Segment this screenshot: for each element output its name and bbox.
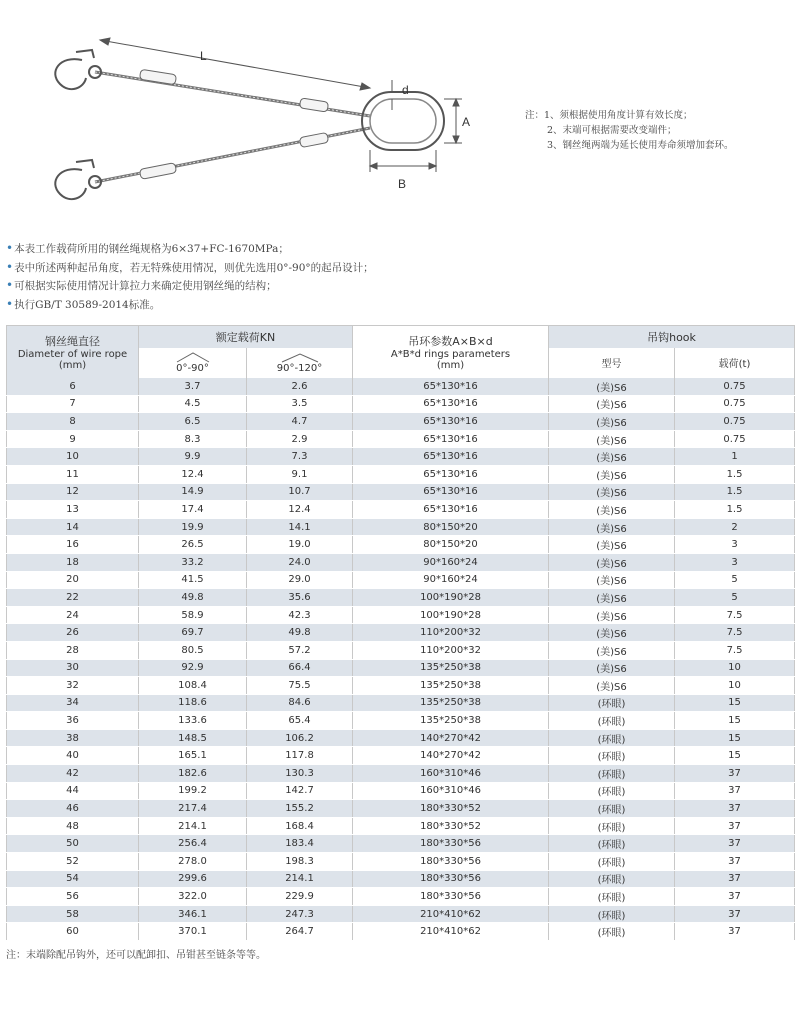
cell-diameter: 44 [7,782,139,800]
cell-diameter: 13 [7,501,139,519]
cell-load-0-90: 278.0 [139,853,247,871]
cell-hook-model: (美)S6 [549,413,675,431]
cell-hook-model: (环眼) [549,905,675,923]
cell-ring-params: 210*410*62 [353,905,549,923]
ring-params-header: 吊环参数A×B×d A*B*d rings parameters (mm) [353,326,549,378]
rated-load-header: 额定载荷KN [139,326,353,348]
cell-diameter: 50 [7,835,139,853]
cell-load-90-120: 117.8 [247,747,353,765]
lower-hook [55,160,101,199]
cell-hook-model: (美)S6 [549,448,675,466]
cell-load-90-120: 84.6 [247,694,353,712]
cell-ring-params: 65*130*16 [353,413,549,431]
diagram-note: 2、末端可根据需要改变端件； [547,125,677,136]
cell-diameter: 40 [7,747,139,765]
cell-hook-load: 1.5 [675,483,795,501]
cell-hook-load: 15 [675,712,795,730]
cell-load-0-90: 148.5 [139,729,247,747]
cell-ring-params: 110*200*32 [353,624,549,642]
table-row [7,905,795,923]
cell-diameter: 9 [7,430,139,448]
cell-load-0-90: 182.6 [139,765,247,783]
cell-load-0-90: 346.1 [139,905,247,923]
cell-load-0-90: 9.9 [139,448,247,466]
table-row [7,378,795,396]
cell-load-0-90: 217.4 [139,800,247,818]
cell-load-90-120: 35.6 [247,589,353,607]
table-row [7,483,795,501]
angle-0-90-header: 0°-90° [139,348,247,378]
table-row [7,659,795,677]
table-row [7,430,795,448]
cell-hook-model: (环眼) [549,870,675,888]
cell-hook-load: 0.75 [675,378,795,396]
cell-diameter: 24 [7,606,139,624]
cell-load-90-120: 7.3 [247,448,353,466]
cell-hook-model: (环眼) [549,694,675,712]
cell-load-0-90: 17.4 [139,501,247,519]
cell-load-0-90: 108.4 [139,677,247,695]
cell-diameter: 42 [7,765,139,783]
cell-load-90-120: 198.3 [247,853,353,871]
bullet-item: •表中所述两种起吊角度，若无特殊使用情况，则优先选用0°-90°的起吊设计； [6,259,374,274]
cell-hook-model: (美)S6 [549,483,675,501]
table-row [7,536,795,554]
thickness-label: d [402,83,409,97]
cell-load-90-120: 75.5 [247,677,353,695]
table-row [7,765,795,783]
cell-diameter: 56 [7,888,139,906]
cell-load-90-120: 14.1 [247,518,353,536]
cell-load-0-90: 41.5 [139,571,247,589]
angle-icon [173,351,213,363]
table-row [7,817,795,835]
cell-ring-params: 65*130*16 [353,378,549,396]
table-row [7,747,795,765]
cell-hook-model: (环眼) [549,729,675,747]
cell-ring-params: 80*150*20 [353,536,549,554]
cell-hook-model: (美)S6 [549,536,675,554]
cell-diameter: 60 [7,923,139,941]
cell-load-90-120: 183.4 [247,835,353,853]
cell-diameter: 32 [7,677,139,695]
cell-diameter: 22 [7,589,139,607]
cell-hook-load: 0.75 [675,395,795,413]
diagram-note: 3、钢丝绳两端为延长使用寿命须增加套环。 [547,140,734,151]
table-row [7,641,795,659]
cell-load-90-120: 65.4 [247,712,353,730]
cell-load-90-120: 10.7 [247,483,353,501]
cell-hook-model: (美)S6 [549,624,675,642]
cell-hook-model: (美)S6 [549,589,675,607]
table-row [7,606,795,624]
cell-load-0-90: 80.5 [139,641,247,659]
cell-load-90-120: 57.2 [247,641,353,659]
cell-hook-load: 7.5 [675,641,795,659]
table-body [7,378,795,941]
cell-ring-params: 180*330*56 [353,853,549,871]
cell-ring-params: 180*330*52 [353,817,549,835]
cell-hook-model: (美)S6 [549,606,675,624]
cell-load-90-120: 142.7 [247,782,353,800]
cell-diameter: 38 [7,729,139,747]
table-row [7,677,795,695]
cell-ring-params: 210*410*62 [353,923,549,941]
angle-90-120-header: 90°-120° [247,348,353,378]
master-ring [362,92,444,150]
cell-load-90-120: 2.6 [247,378,353,396]
cell-hook-model: (美)S6 [549,430,675,448]
cell-hook-load: 37 [675,835,795,853]
table-row [7,553,795,571]
cell-load-0-90: 214.1 [139,817,247,835]
cell-ring-params: 80*150*20 [353,518,549,536]
cell-diameter: 28 [7,641,139,659]
cell-load-0-90: 165.1 [139,747,247,765]
cell-load-90-120: 214.1 [247,870,353,888]
diagram-note: 注：1、须根据使用角度计算有效长度； [525,110,693,121]
table-row [7,448,795,466]
cell-ring-params: 140*270*42 [353,747,549,765]
cell-ring-params: 135*250*38 [353,712,549,730]
cell-diameter: 12 [7,483,139,501]
cell-load-90-120: 29.0 [247,571,353,589]
cell-hook-model: (环眼) [549,923,675,941]
cell-ring-params: 180*330*56 [353,888,549,906]
cell-ring-params: 140*270*42 [353,729,549,747]
cell-load-90-120: 168.4 [247,817,353,835]
cell-ring-params: 180*330*56 [353,835,549,853]
cell-diameter: 11 [7,465,139,483]
cell-hook-load: 37 [675,765,795,783]
cell-ring-params: 180*330*56 [353,870,549,888]
cell-hook-load: 37 [675,870,795,888]
cell-load-0-90: 3.7 [139,378,247,396]
cell-load-90-120: 106.2 [247,729,353,747]
cell-hook-model: (美)S6 [549,553,675,571]
cell-hook-model: (环眼) [549,782,675,800]
cell-diameter: 10 [7,448,139,466]
table-row [7,501,795,519]
cell-load-90-120: 12.4 [247,501,353,519]
cell-load-90-120: 155.2 [247,800,353,818]
cell-load-90-120: 9.1 [247,465,353,483]
table-row [7,465,795,483]
cell-load-0-90: 49.8 [139,589,247,607]
table-row [7,782,795,800]
cell-hook-load: 37 [675,853,795,871]
bullet-item: •可根据实际使用情况计算拉力来确定使用钢丝绳的结构； [6,278,277,292]
upper-rope [95,69,370,116]
spec-bullets [6,240,786,314]
cell-diameter: 36 [7,712,139,730]
cell-diameter: 8 [7,413,139,431]
cell-hook-load: 1 [675,448,795,466]
cell-hook-load: 7.5 [675,624,795,642]
cell-hook-model: (美)S6 [549,641,675,659]
table-row [7,800,795,818]
footnote: 注：末端除配吊钩外，还可以配卸扣、吊钳甚至链条等等。 [6,950,266,961]
cell-load-0-90: 118.6 [139,694,247,712]
bullet-dot-icon: • [6,278,14,292]
cell-diameter: 54 [7,870,139,888]
table-row [7,853,795,871]
cell-diameter: 16 [7,536,139,554]
wire-rope-spec-table [6,325,795,941]
cell-hook-load: 0.75 [675,413,795,431]
table-row [7,413,795,431]
cell-load-0-90: 370.1 [139,923,247,941]
cell-hook-load: 10 [675,677,795,695]
cell-hook-load: 15 [675,694,795,712]
cell-hook-model: (美)S6 [549,395,675,413]
table-row [7,571,795,589]
cell-load-0-90: 6.5 [139,413,247,431]
height-dimension [444,99,470,143]
cell-ring-params: 110*200*32 [353,641,549,659]
diameter-header: 钢丝绳直径 Diameter of wire rope (mm) [7,326,139,378]
cell-hook-model: (环眼) [549,888,675,906]
cell-hook-model: (美)S6 [549,378,675,396]
cell-diameter: 7 [7,395,139,413]
cell-hook-load: 37 [675,817,795,835]
cell-hook-model: (美)S6 [549,659,675,677]
cell-ring-params: 135*250*38 [353,694,549,712]
cell-hook-model: (环眼) [549,800,675,818]
cell-hook-load: 10 [675,659,795,677]
cell-ring-params: 135*250*38 [353,659,549,677]
cell-hook-load: 5 [675,589,795,607]
cell-load-0-90: 299.6 [139,870,247,888]
cell-diameter: 46 [7,800,139,818]
cell-hook-model: (美)S6 [549,677,675,695]
bullet-dot-icon: • [6,241,14,255]
cell-load-0-90: 92.9 [139,659,247,677]
cell-load-90-120: 3.5 [247,395,353,413]
height-label: A [462,115,471,129]
length-dimension [100,38,370,90]
cell-load-0-90: 133.6 [139,712,247,730]
cell-load-0-90: 8.3 [139,430,247,448]
cell-load-0-90: 14.9 [139,483,247,501]
cell-load-0-90: 33.2 [139,553,247,571]
cell-ring-params: 90*160*24 [353,571,549,589]
cell-hook-model: (美)S6 [549,518,675,536]
cell-load-90-120: 24.0 [247,553,353,571]
cell-hook-load: 37 [675,800,795,818]
cell-ring-params: 90*160*24 [353,553,549,571]
table-row [7,835,795,853]
table-row [7,729,795,747]
cell-load-90-120: 49.8 [247,624,353,642]
table-row [7,923,795,941]
table-row [7,870,795,888]
cell-load-90-120: 229.9 [247,888,353,906]
cell-hook-load: 0.75 [675,430,795,448]
table-row [7,624,795,642]
angle-icon [280,351,320,363]
cell-hook-model: (美)S6 [549,501,675,519]
cell-load-90-120: 19.0 [247,536,353,554]
cell-hook-load: 37 [675,923,795,941]
cell-hook-load: 1.5 [675,501,795,519]
bullet-item: •本表工作载荷所用的钢丝绳规格为6×37+FC-1670MPa； [6,241,289,255]
cell-ring-params: 100*190*28 [353,606,549,624]
cell-load-0-90: 4.5 [139,395,247,413]
cell-hook-model: (美)S6 [549,571,675,589]
lower-rope [95,128,370,182]
cell-hook-model: (环眼) [549,817,675,835]
cell-diameter: 34 [7,694,139,712]
hook-header: 吊钩hook [549,326,795,348]
cell-ring-params: 100*190*28 [353,589,549,607]
bullet-dot-icon: • [6,296,14,311]
cell-ring-params: 180*330*52 [353,800,549,818]
cell-diameter: 30 [7,659,139,677]
cell-hook-load: 15 [675,747,795,765]
cell-hook-load: 15 [675,729,795,747]
cell-diameter: 26 [7,624,139,642]
cell-load-0-90: 256.4 [139,835,247,853]
cell-diameter: 48 [7,817,139,835]
cell-load-90-120: 247.3 [247,905,353,923]
cell-diameter: 20 [7,571,139,589]
cell-hook-model: (环眼) [549,835,675,853]
cell-ring-params: 65*130*16 [353,395,549,413]
cell-hook-load: 2 [675,518,795,536]
cell-hook-model: (环眼) [549,747,675,765]
cell-load-0-90: 199.2 [139,782,247,800]
cell-diameter: 6 [7,378,139,396]
upper-hook [55,50,101,89]
cell-load-0-90: 58.9 [139,606,247,624]
cell-hook-load: 37 [675,888,795,906]
cell-hook-load: 1.5 [675,465,795,483]
cell-load-90-120: 130.3 [247,765,353,783]
cell-load-0-90: 19.9 [139,518,247,536]
table-row [7,888,795,906]
cell-diameter: 58 [7,905,139,923]
cell-hook-load: 7.5 [675,606,795,624]
cell-ring-params: 65*130*16 [353,501,549,519]
thickness-dimension [392,80,409,110]
cell-hook-load: 37 [675,782,795,800]
table-row [7,395,795,413]
cell-hook-model: (环眼) [549,765,675,783]
cell-ring-params: 160*310*46 [353,765,549,783]
cell-hook-load: 5 [675,571,795,589]
cell-hook-model: (环眼) [549,712,675,730]
width-dimension [370,150,436,191]
cell-load-0-90: 12.4 [139,465,247,483]
length-label: L [200,49,207,63]
cell-ring-params: 65*130*16 [353,483,549,501]
bullet-dot-icon: • [6,259,14,274]
cell-ring-params: 65*130*16 [353,448,549,466]
cell-load-0-90: 69.7 [139,624,247,642]
cell-load-90-120: 4.7 [247,413,353,431]
cell-hook-load: 37 [675,905,795,923]
cell-load-90-120: 264.7 [247,923,353,941]
width-label: B [398,177,407,191]
cell-hook-load: 3 [675,553,795,571]
cell-hook-model: (美)S6 [549,465,675,483]
cell-diameter: 52 [7,853,139,871]
cell-hook-model: (环眼) [549,853,675,871]
diagram-notes [525,108,795,153]
cell-ring-params: 65*130*16 [353,430,549,448]
hook-model-header: 型号 [549,348,675,378]
cell-diameter: 18 [7,553,139,571]
table-row [7,518,795,536]
cell-ring-params: 160*310*46 [353,782,549,800]
cell-diameter: 14 [7,518,139,536]
table-row [7,589,795,607]
table-row [7,712,795,730]
cell-load-90-120: 42.3 [247,606,353,624]
cell-load-0-90: 26.5 [139,536,247,554]
hook-load-header: 载荷(t) [675,348,795,378]
table-row [7,694,795,712]
cell-ring-params: 135*250*38 [353,677,549,695]
cell-load-0-90: 322.0 [139,888,247,906]
cell-ring-params: 65*130*16 [353,465,549,483]
cell-load-90-120: 2.9 [247,430,353,448]
cell-hook-load: 3 [675,536,795,554]
bullet-item: •执行GB/T 30589-2014标准。 [6,296,161,311]
cell-load-90-120: 66.4 [247,659,353,677]
